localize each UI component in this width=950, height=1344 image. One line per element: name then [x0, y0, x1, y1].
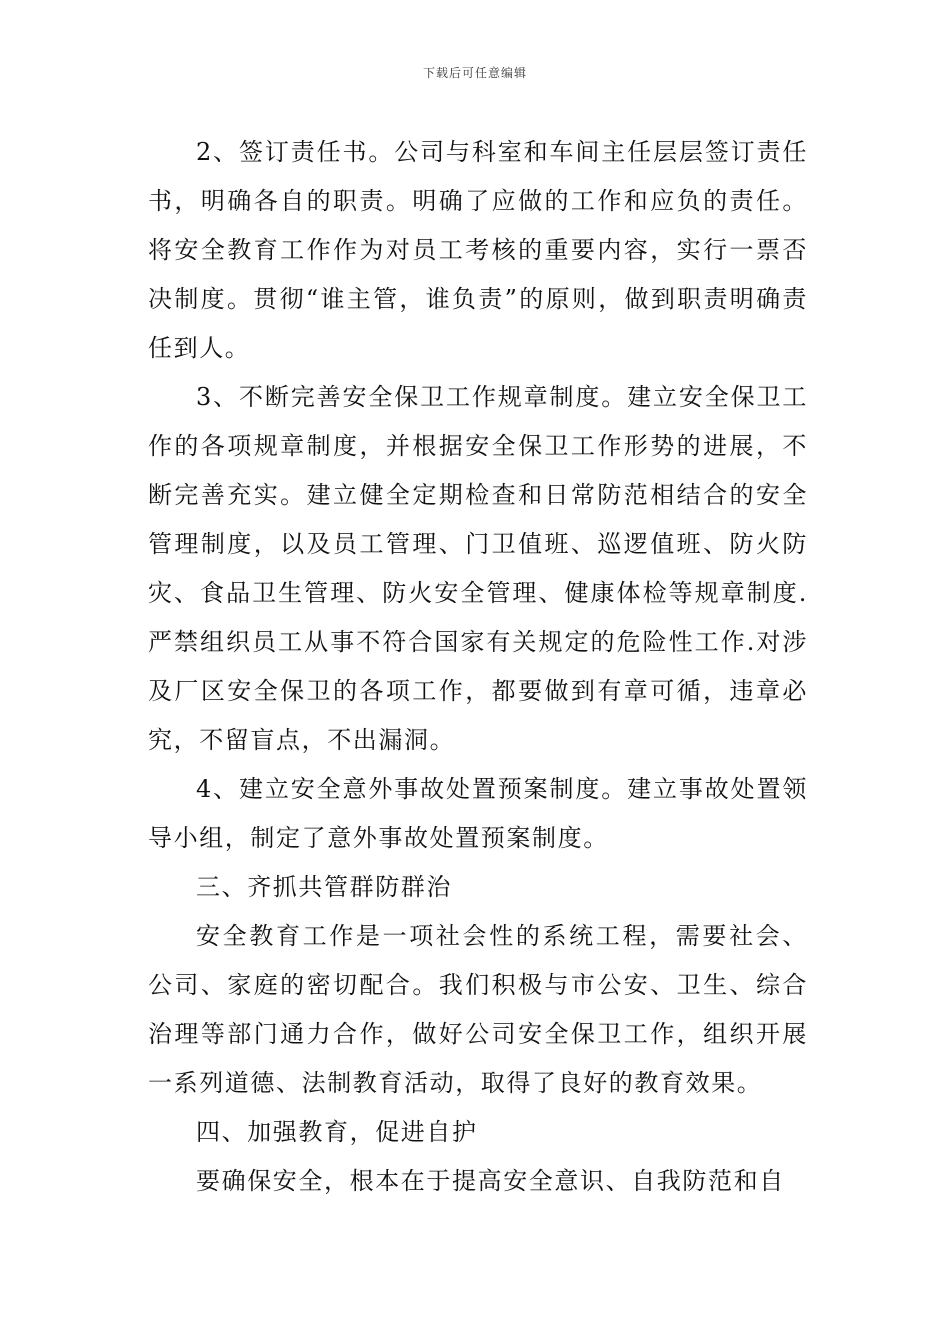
page-header: 下载后可任意编辑	[422, 66, 527, 80]
document-body	[148, 128, 808, 1206]
paragraph-self-protection: 要确保安全，根本在于提高安全意识、自我防范和自	[196, 1167, 785, 1195]
paragraph-regulations: 3、不断完善安全保卫工作规章制度。建立安全保卫工作的各项规章制度，并根据安全保卫工作形势的进展，不断完善充实。建立健全定期检查和日常防范相结合的安全管理制度，以及员工管理、门卫值班、巡逻值班、防火防灾、食品卫生管理、防火安全管理、健康体检等规章制度.严禁组织员工从事不符合国家有关规定的危险性工作.对涉及厂区安全保卫的各项工作，都要做到有章可循，违章必究，不留盲点，不出漏洞。	[148, 383, 808, 754]
paragraph-responsibility: 2、签订责任书。公司与科室和车间主任层层签订责任书，明确各自的职责。明确了应做的工作和应负的责任。将安全教育工作作为对员工考核的重要内容，实行一票否决制度。贯彻“谁主管，谁负责”的原则，做到职责明确责任到人。	[148, 138, 808, 362]
paragraph-emergency-plan: 4、建立安全意外事故处置预案制度。建立事故处置领导小组，制定了意外事故处置预案制度。	[148, 775, 808, 852]
section-heading-4: 四、加强教育，促进自护	[196, 1118, 478, 1146]
paragraph-cooperation: 安全教育工作是一项社会性的系统工程，需要社会、公司、家庭的密切配合。我们积极与市公安、卫生、综合治理等部门通力合作，做好公司安全保卫工作，组织开展一系列道德、法制教育活动，取得了良好的教育效果。	[148, 922, 808, 1097]
section-heading-3: 三、齐抓共管群防群治	[196, 873, 452, 901]
